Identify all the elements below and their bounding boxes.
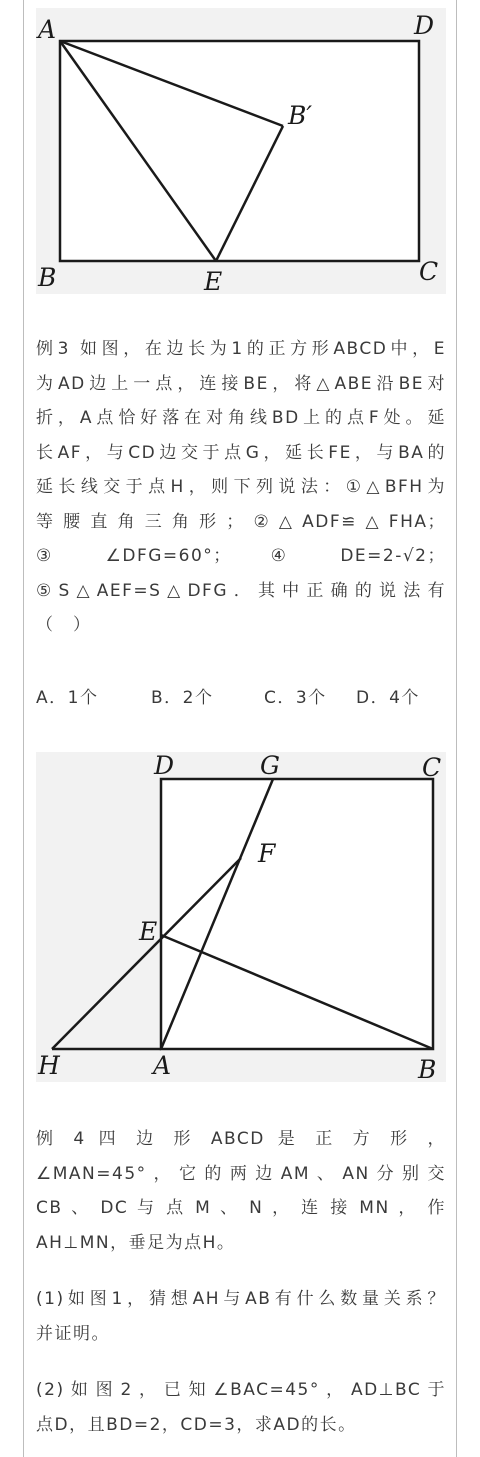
label-a: A bbox=[153, 1051, 172, 1080]
part2-line: 点D，且BD=2，CD=3，求AD的长。 bbox=[36, 1414, 357, 1435]
label-e: E bbox=[139, 917, 158, 946]
example4-text bbox=[36, 1122, 446, 1260]
label-e: E bbox=[204, 267, 223, 294]
example3-text bbox=[36, 332, 446, 643]
figure-example3 bbox=[36, 8, 446, 294]
label-b: B bbox=[418, 1055, 437, 1082]
option-d: D．4个 bbox=[356, 688, 420, 708]
part2-line: (2)如图2，已知∠BAC=45°，AD⊥BC于 bbox=[36, 1380, 446, 1400]
label-g: G bbox=[260, 752, 280, 780]
label-c: C bbox=[422, 753, 442, 782]
example3-line: 例3 如图，在边长为1的正方形ABCD中，E bbox=[36, 339, 446, 359]
left-border bbox=[23, 0, 24, 1457]
example4-part2 bbox=[36, 1373, 446, 1442]
label-a: A bbox=[38, 15, 57, 44]
label-c: C bbox=[419, 257, 439, 286]
example4-line: CB 、 DC 与 点 M 、 N ， 连 接 MN ， 作 bbox=[36, 1198, 446, 1218]
option-a: A．1个 bbox=[36, 688, 99, 708]
example4-part1 bbox=[36, 1282, 446, 1351]
part1-line: 并证明。 bbox=[36, 1323, 110, 1344]
right-border bbox=[456, 0, 457, 1457]
figure-example4-svg bbox=[36, 752, 446, 1082]
figure-example3-svg bbox=[36, 8, 446, 294]
example4-line: ∠MAN=45°，它的两边AM、AN分别交 bbox=[36, 1163, 446, 1184]
example3-line: 折，A点恰好落在对角线BD上的点F处。延 bbox=[36, 408, 446, 428]
label-h: H bbox=[38, 1051, 60, 1080]
example3-line: ③ ∠DFG=60°； ④ DE=2-√2； bbox=[36, 546, 446, 566]
label-b-prime: B′ bbox=[288, 101, 313, 130]
example3-line: 延长线交于点H，则下列说法：①△BFH为 bbox=[36, 477, 446, 497]
example4-line: AH⊥MN，垂足为点H。 bbox=[36, 1232, 236, 1253]
label-b: B bbox=[38, 263, 57, 292]
example3-line: 长AF，与CD边交于点G，延长FE，与BA的 bbox=[36, 442, 446, 463]
label-d: D bbox=[414, 11, 435, 40]
figure-example4 bbox=[36, 752, 446, 1082]
example3-options bbox=[36, 681, 446, 716]
example4-line: 例 4 四 边 形 ABCD 是 正 方 形 ， bbox=[36, 1129, 446, 1149]
rectangle-abcd bbox=[60, 41, 419, 261]
example3-line: ⑤S△AEF=S△DFG．其中正确的说法有 bbox=[36, 580, 446, 601]
label-d: D bbox=[154, 752, 175, 780]
example3-line: （ ） bbox=[36, 615, 92, 635]
example3-line: 为AD边上一点，连接BE，将△ABE沿BE对 bbox=[36, 373, 446, 394]
option-c: C．3个 bbox=[264, 688, 327, 708]
label-f: F bbox=[258, 839, 276, 868]
square-abcd bbox=[161, 779, 433, 1049]
example3-line: 等腰直角三角形；②△ADF≌△FHA； bbox=[36, 511, 446, 532]
option-b: B．2个 bbox=[151, 688, 214, 708]
part1-line: (1)如图1，猜想AH与AB有什么数量关系？ bbox=[36, 1289, 446, 1309]
